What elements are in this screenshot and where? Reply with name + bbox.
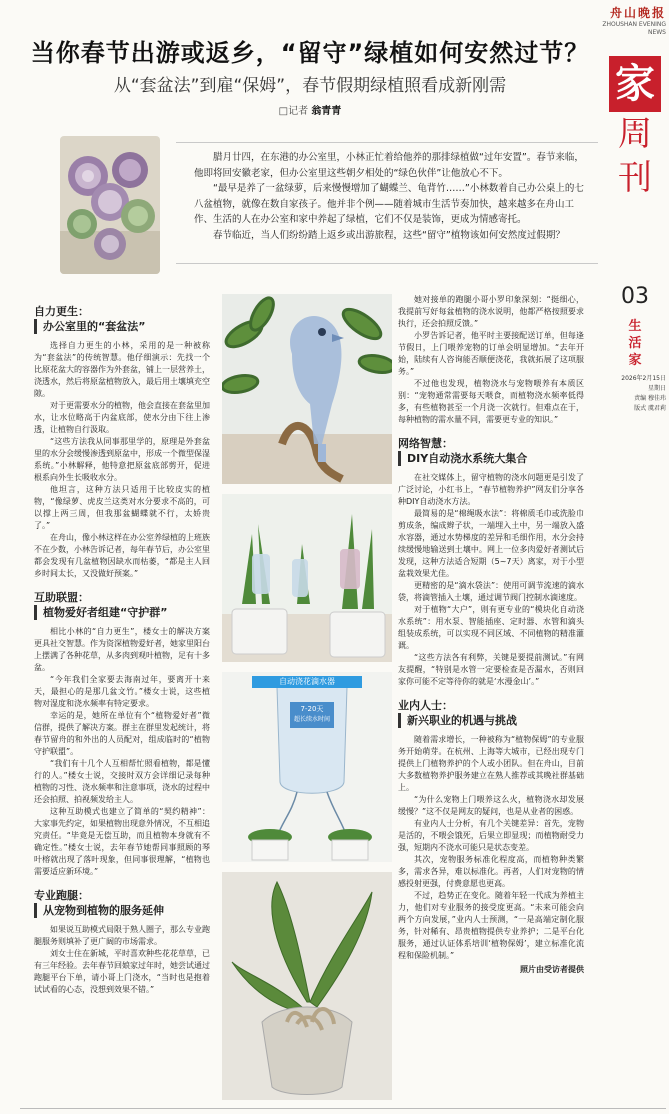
- section-sub-char: 生: [628, 319, 642, 334]
- photo-drip-bag: [222, 672, 392, 862]
- date-info: [604, 374, 666, 414]
- masthead-name: 舟山晚报: [609, 6, 666, 20]
- bag-sub-label: 超长续水时间: [293, 716, 330, 723]
- column-right: [398, 294, 584, 976]
- intro-paragraph: 春节临近，当人们纷纷踏上返乡或出游旅程，这些“留守”植物该如何安然度过假期？: [213, 229, 565, 241]
- body-paragraph: 其次，宠物服务标准化程度高，而植物种类繁多，需求各异，难以标准化。再者，人们对宠物的情感投射更强，付费意愿也更高。: [398, 855, 584, 888]
- section-title: DIY自动浇水系统大集合: [398, 451, 584, 466]
- intro-paragraph: “最早是养了一盆绿萝，后来慢慢增加了蝴蝶兰、龟背竹……”小林数着自己办公桌上的七八盆植物，就像在数自家孩子。他并非个例——随着城市生活节奏加快，越来越多在舟山工作、生活的人在办公室和家中养起了绿植，它们不仅是装饰，更成为情感寄托。: [194, 183, 584, 225]
- byline: [20, 102, 600, 117]
- section-errand: [34, 888, 210, 918]
- body-paragraph: 在舟山，像小林这样在办公室养绿植的上班族不在少数，小林告诉记者，每年春节后，办公室里都会发现有几盆植物因缺水而枯萎，“都是主人回乡时间太长，又没做好预案。”: [34, 533, 210, 578]
- body-paragraph: “为什么宠物上门喂养这么火，植物浇水却发展缓慢？”这不仅是网友的疑问，也是从业者的困惑。: [398, 795, 584, 816]
- body-paragraph: 他坦言，这种方法只适用于比较皮实的植物，“像绿萝、虎皮兰这类对水分要求不高的，可以撑上两三周，但我那盆蝴蝶就不行，太娇贵了。”: [34, 485, 210, 530]
- section-banner: [604, 56, 666, 412]
- section-char-jia: 家: [609, 56, 661, 112]
- issue-date: 2026年2月15日: [621, 375, 666, 382]
- section-title: 植物爱好者组建“守护群”: [34, 605, 210, 620]
- issue-weekday: 星期日: [647, 385, 666, 392]
- section-tag: 业内人士：: [398, 699, 453, 712]
- section-web-wisdom: [398, 436, 584, 466]
- photo-credit: 照片由受访者提供: [520, 965, 584, 974]
- body-paragraph: 最简易的是“棉绳吸水法”：将棉质毛巾或洗脸巾剪成条，编成辫子状，一端埋入土中，另一端放入盛水容器，通过水势梯度的差异和毛细作用，水分会持续缓慢地输送到土壤中。网上一位多肉爱好者测试后发现，这种方法适合短期（5~7天）离家，对于小型盆栽效果尤佳。: [398, 509, 584, 578]
- section-title: 新兴职业的机遇与挑战: [398, 713, 584, 728]
- intro-text: [194, 150, 590, 243]
- section-tag: 专业跑腿：: [34, 889, 89, 902]
- body-paragraph: “我们有十几个人互相帮忙照看植物，都是懂行的人。”楼女士说，交接时双方会详细记录每种植物的习性、浇水频率和注意事项，浇水的过程中还会拍照、拍视频发给主人。: [34, 759, 210, 804]
- body-paragraph: 在社交媒体上，留守植物的浇水问题更是引发了广泛讨论，小红书上，“春节植物养护”网友们分享各种DIY自动浇水方法。: [398, 473, 584, 506]
- body-paragraph: 她对接单的跑腿小哥小罗印象深刻：“挺细心，我提前写好每盆植物的浇水说明，他都严格按照要求执行，还会拍照反馈。”: [398, 295, 584, 328]
- section-char-zhou: 周: [618, 114, 652, 154]
- body-paragraph: 如果说互助模式局限于熟人圈子，那么专业跑腿服务则填补了更广阔的市场需求。: [34, 925, 210, 946]
- body-paragraph: “这些方法我从同事那里学的，原理是外套盆里的水分会缓慢渗透到原盆中，形成一个微型保湿系统。”小林解释，他特意把原盆底部剪开，促进根系向外生长吸收水分。: [34, 437, 210, 482]
- intro-paragraph: 腊月廿四，在东港的办公室里，小林正忙着给他养的那排绿植做“过年安置”。春节来临，他即将回安徽老家，但办公室里这些朝夕相处的“绿色伙伴”让他放心不下。: [194, 152, 584, 179]
- body-paragraph: 选择自力更生的小林，采用的是一种被称为“套盆法”的传统智慧。他仔细演示：先找一个比原花盆大的容器作为外套盆，铺上一层营养土，浇透水，然后将原盆植物放入，最后用土壤填充空隙。: [34, 341, 210, 398]
- subheadline: 从“套盆法”到雇“保姆”，春节假期绿植照看成新刚需: [113, 76, 507, 96]
- column-left: [34, 304, 210, 996]
- page-number: 03: [621, 284, 649, 309]
- byline-prefix: □记者: [278, 106, 309, 117]
- designer-credit: 版式 虞君莉: [634, 405, 666, 412]
- body-paragraph: 这种互助模式也建立了简单的“契约精神”：大家事先约定，如果植物出现意外情况，不互相追究责任。“毕竟是无偿互助，而且植物本身就有不确定性。”楼女士说，去年春节她帮同事照顾的琴叶榕就出现了落叶现象，但同事很理解，“植物也需要适应新环境。”: [34, 807, 210, 876]
- photo-bird-watering-globe: [222, 294, 392, 484]
- masthead-english: ZHOUSHAN EVENING NEWS: [602, 21, 666, 36]
- body-paragraph: 不过，趋势正在变化。随着年轻一代成为养植主力，他们对专业服务的接受度更高。“未来可能会向两个方向发展，”业内人士预测，“一是高端定制化服务，针对稀有、昂贵植物提供专业养护；二是平台化服务，通过认证体系培训‘植物保姆’，建立标准化流程和保险机制。”: [398, 891, 584, 960]
- body-paragraph: “这些方法各有利弊，关键是要提前测试。”有网友提醒，“特别是水管一定要检查是否漏水，否则回家你可能不定等待你的就是‘水漫金山’。”: [398, 653, 584, 686]
- body-paragraph: 不过他也发现，植物浇水与宠物喂养有本质区别：“宠物通常需要每天喂食，而植物浇水频率低得多，有些植物甚至一个月浇一次就行。但难点在于，每种植物的需水量不同，需要更专业的知识。”: [398, 379, 584, 424]
- body-paragraph: “今年我们全家要去海南过年，要离开十来天，最担心的是那几盆文竹。”楼女士说，这些植物对湿度和浇水频率有特定要求。: [34, 675, 210, 708]
- body-paragraph: 刘女士住在新城，平时喜欢种些花花草草，已有三年经验。去年春节回娘家过年时，她尝试通过跑腿平台下单，请小哥上门浇水，“当时也是抱着试试看的心态，没想到效果不错。”: [34, 949, 210, 994]
- bottom-rule: [20, 1108, 666, 1109]
- section-sub-char: 活: [628, 336, 642, 351]
- section-subtitle: [604, 318, 666, 369]
- body-paragraph: 幸运的是，她所在单位有个“植物爱好者”微信群，提供了解决方案。群主在群里发起统计，将春节留舟的和外出的人员配对，组成临时的“植物守护联盟”。: [34, 711, 210, 756]
- section-sub-char: 家: [628, 353, 642, 368]
- body-paragraph: 小罗告诉记者，他平时主要接配送订单，但每逢节假日，上门喂养宠物的订单会明显增加。“去年开始，陆续有人咨询能否顺便浇花，我就拓展了这项服务。”: [398, 331, 584, 376]
- bag-title-label: 自动浇花滴水器: [252, 676, 362, 688]
- section-tag: 网络智慧：: [398, 437, 453, 450]
- section-char-kan: 刊: [618, 158, 652, 198]
- masthead: [588, 4, 666, 34]
- body-paragraph: 相比小林的“自力更生”，楼女士的解决方案更具社交智慧。作为资深植物爱好者，她家里阳台上摆满了各种花草，从多肉到观叶植物，足有十多盆。: [34, 627, 210, 672]
- body-paragraph: 对于植物“大户”，则有更专业的“模块化自动浇水系统”：用水泵、智能插座、定时器、水管和滴头组装成系统，可以实现不同区域、不同植物的精准灌溉。: [398, 605, 584, 650]
- body-paragraph: 对于更需要水分的植物，他会直接在套盆里加水，让水位略高于内盆底部，使水分由下往上渗透，让植物自行汲取。: [34, 401, 210, 434]
- headline: 当你春节出游或返乡，“留守”绿植如何安然过节？: [30, 39, 590, 67]
- intro-photo-succulents: [60, 136, 160, 274]
- section-tag: 互助联盟：: [34, 591, 89, 604]
- byline-name: 翁青青: [311, 106, 342, 117]
- section-industry: [398, 698, 584, 728]
- editor-credit: 责编 穆佳玮: [634, 395, 666, 402]
- photo-orchid-pot: [222, 872, 392, 1100]
- section-mutual-aid: [34, 590, 210, 620]
- body-paragraph: 随着需求增长，一种被称为“植物保姆”的专业服务开始萌芽。在杭州、上海等大城市，已经出现专门提供上门植物养护的个人或小团队。但在舟山，目前大多数植物养护服务建立在熟人推荐或其晚社群基础上。: [398, 735, 584, 792]
- section-title: 办公室里的“套盆法”: [34, 319, 210, 334]
- body-paragraph: 有业内人士分析，有几个关键差异：首先，宠物是活的，不喂会饿死，后果立即显现；而植物耐受力强，短期内不浇水可能只是状态变差。: [398, 819, 584, 852]
- body-paragraph: 更精密的是“滴水袋法”：使用可调节流速的滴水袋，将滴管插入土壤，通过调节阀门控制水滴速度。: [398, 581, 584, 602]
- photo-watering-spikes: [222, 494, 392, 662]
- bag-days-label: 7-20天: [300, 705, 324, 713]
- section-self-reliance: [34, 304, 210, 334]
- section-tag: 自力更生：: [34, 305, 89, 318]
- section-title: 从宠物到植物的服务延伸: [34, 903, 210, 918]
